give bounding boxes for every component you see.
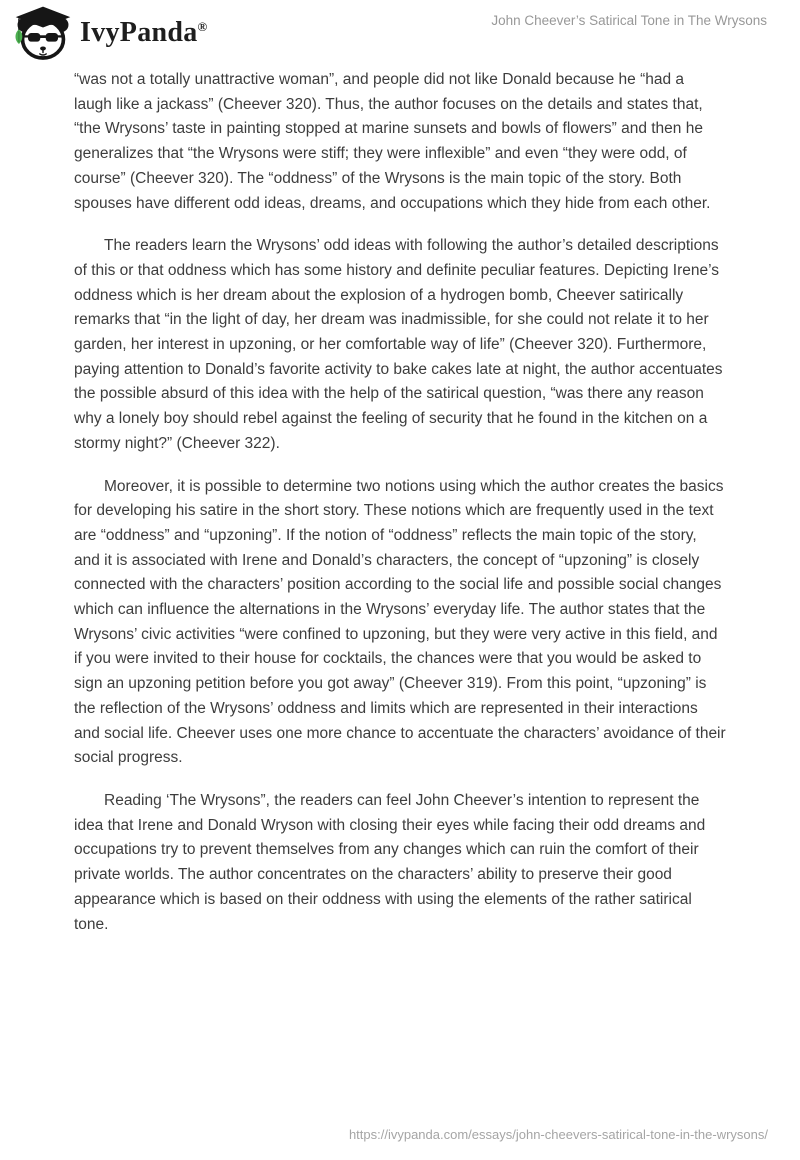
logo-wordmark [80,19,208,47]
essay-paragraph-4: Reading ‘The Wrysons”, the readers can feel John Cheever’s intention to represent the idea that Irene and Donald Wryson with closing their eyes while facing their odd dreams and occupations try to prevent themselves from any changes which can ruin the comfort of their private worlds. The author concentrates on the characters’ ability to preserve their good appearance which is based on their oddness with using the elements of the rather satirical tone. [74,791,706,933]
registered-trademark-mark: ® [197,19,208,34]
essay-paragraph-3: Moreover, it is possible to determine two notions using which the author creates the basics for developing his satire in the short story. These notions which are frequently used in the text are “oddness” and “upzoning”. If the notion of “oddness” reflects the main topic of the story, and it is associated with Irene and Donald’s characters, the concept of “upzoning” is closely connected with the characters’ position according to the social life and possible social changes which can influence the alternations in the Wrysons’ everyday life. The author states that the Wrysons’ civic activities “were confined to upzoning, but they were very active in this field, and if you were invited to their house for cocktails, the chances were that you would be asked to sign an upzoning petition before you got away” (Cheever 319). From this point, “upzoning” is the reflection of the Wrysons’ oddness and limits which are represented in their interactions and social life. Cheever uses one more chance to accentuate the characters’ avoidance of their social progress. [74,477,726,767]
logo-wordmark-text: IvyPanda [80,17,198,48]
essay-body [74,68,726,955]
document-title: John Cheever’s Satirical Tone in The Wrysons [491,13,767,28]
page-footer [349,1127,768,1142]
source-url-link[interactable]: https://ivypanda.com/essays/john-cheevers-satirical-tone-in-the-wrysons/ [348,1127,768,1142]
panda-graduate-icon [13,5,73,61]
ivypanda-logo[interactable] [13,5,208,61]
page-header [0,0,800,64]
essay-paragraph-1: “was not a totally unattractive woman”, and people did not like Donald because he “had a laugh like a jackass” (Cheever 320). Thus, the author focuses on the details and states that, “the Wrysons’ taste in painting stopped at marine sunsets and bowls of flowers” and then he generalizes that “the Wrysons were stiff; they were inflexible” and even “they were odd, of course” (Cheever 320). The “oddness” of the Wrysons is the main topic of the story. Both spouses have different odd ideas, dreams, and occupations which they hide from each other. [74,71,711,212]
essay-paragraph-2: The readers learn the Wrysons’ odd ideas with following the author’s detailed descriptions of this or that oddness which has some history and definite peculiar features. Depicting Irene’s oddness which is her dream about the explosion of a hydrogen bomb, Cheever satirically remarks that “in the light of day, her dream was inadmissible, for she could not relate it to her garden, her interest in upzoning, or her comfortable way of life” (Cheever 320). Furthermore, paying attention to Donald’s favorite activity to bake cakes late at night, the author accentuates the possible absurd of this idea with the help of the satirical question, “was there any reason why a lonely boy should rebel against the feeling of security that he found in the kitchen on a stormy night?” (Cheever 322). [74,237,723,452]
